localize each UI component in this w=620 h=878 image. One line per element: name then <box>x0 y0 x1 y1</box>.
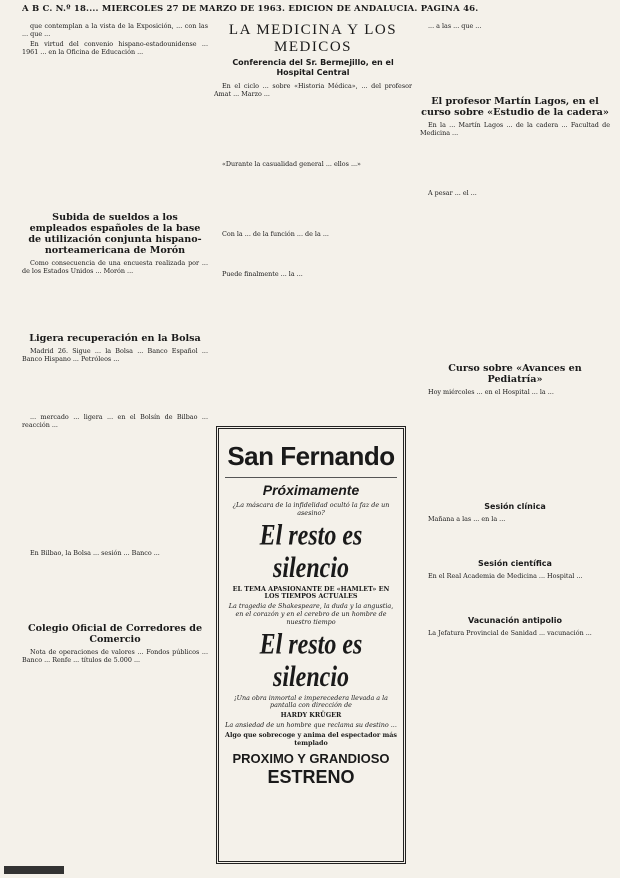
ad-tagline: La ansiedad de un hombre que reclama su destino ... <box>225 720 397 729</box>
cinema-name: San Fernando <box>227 441 395 471</box>
article-paragraph: A pesar ... el ... <box>428 189 477 197</box>
article-paragraph: Madrid 26. Sigue ... la Bolsa ... Banco Español ... Banco Hispano ... Petróleos ... <box>22 347 208 363</box>
film-title: El resto es silencio <box>259 519 363 585</box>
article-text-block <box>22 365 208 413</box>
article-text-block <box>420 199 610 359</box>
ad-tagline: ¿La máscara de la infidelidad ocultó la faz de un asesino? <box>232 501 390 517</box>
article-headline: Subida de sueldos a los empleados españoles de la base de utilización conjunta hispano-norteamericana de Morón <box>28 212 202 256</box>
article-paragraph: Como consecuencia de una encuesta realizada por ... de los Estados Unidos ... Morón ... <box>22 259 208 275</box>
article-text-block <box>214 170 412 230</box>
footer-bar <box>4 866 64 874</box>
article-paragraph: Puede finalmente ... la ... <box>222 270 303 278</box>
premiere-label: PROXIMO Y GRANDIOSO <box>232 751 390 767</box>
article-headline: Colegio Oficial de Corredores de Comercio <box>27 623 203 645</box>
article-headline: Sesión clínica <box>484 502 546 511</box>
ad-tagline: La tragedia de Shakespeare, la duda y la angustia, en el corazón y en el cerebro de un hombre de nuestro tiempo <box>228 602 394 626</box>
article-paragraph: Nota de operaciones de valores ... Fondos públicos ... Banco ... Renfe ... títulos de 5.000 ... <box>22 648 208 664</box>
article-paragraph: Con la ... de la función ... de la ... <box>222 230 329 238</box>
article-headline: Sesión científica <box>478 559 552 568</box>
article-paragraph: En el ciclo ... sobre «Historia Médica», ... del profesor Amat ... Marzo ... <box>214 82 412 98</box>
article-text-block <box>22 277 208 329</box>
article-text-block <box>22 431 208 549</box>
page-header: A B C. N.º 18.... MIERCOLES 27 DE MARZO DE 1963. EDICION DE ANDALUCIA. PAGINA 46. <box>22 4 479 14</box>
article-text-block <box>420 139 610 189</box>
coming-soon-label: Próximamente <box>262 482 360 498</box>
section-title: LA MEDICINA Y LOS MEDICOS <box>228 22 398 55</box>
article-text-block <box>22 559 208 619</box>
article-paragraph: En la ... Martín Lagos ... de la cadera ... Facultad de Medicina ... <box>420 121 610 137</box>
article-paragraph: La Jefatura Provincial de Sanidad ... vacunación ... <box>428 629 592 637</box>
ad-tagline: Algo que sobrecoge y anima del espectador más templado <box>225 730 397 747</box>
article-paragraph: Mañana a las ... en la ... <box>428 515 506 523</box>
article-paragraph: Hoy miércoles ... en el Hospital ... la ... <box>428 388 554 396</box>
article-paragraph: «Durante la casualidad general ... ellos ...» <box>222 160 361 168</box>
divider <box>225 477 397 478</box>
article-paragraph: En Bilbao, la Bolsa ... sesión ... Banco ... <box>30 549 160 557</box>
cinema-advertisement <box>216 426 406 864</box>
director-name: HARDY KRÜGER <box>280 711 342 720</box>
article-headline: Ligera recuperación en la Bolsa <box>29 333 201 344</box>
article-paragraph: que contemplan a la vista de la Exposición, ... con las ... que ... <box>22 22 208 38</box>
article-text-block <box>420 525 610 555</box>
column-middle <box>214 22 412 870</box>
article-text-block <box>214 100 412 160</box>
article-headline: Conferencia del Sr. Bermejillo, en el Hospital Central <box>232 58 394 77</box>
ad-tagline: ¡Una obra inmortal e imperecedera llevada a la pantalla con dirección de <box>234 693 388 710</box>
article-paragraph: ... mercado ... ligera ... en el Bolsín de Bilbao ... reacción ... <box>22 413 208 429</box>
article-headline: Curso sobre «Avances en Pediatría» <box>448 363 582 385</box>
ad-tagline: EL TEMA APASIONANTE DE «HAMLET» EN LOS TIEMPOS ACTUALES <box>232 584 390 601</box>
article-paragraph: En virtud del convenio hispano-estadounidense ... 1961 ... en la Oficina de Educación ... <box>22 40 208 56</box>
article-text-block <box>420 32 610 92</box>
article-text-block <box>420 398 610 498</box>
article-text-block <box>420 582 610 612</box>
article-headline: Vacunación antipolio <box>467 616 562 625</box>
article-text-block <box>22 58 208 208</box>
premiere-label: ESTRENO <box>267 767 355 788</box>
film-title: El resto es silencio <box>259 628 363 694</box>
article-headline: El profesor Martín Lagos, en el curso sobre «Estudio de la cadera» <box>421 96 609 118</box>
article-paragraph: ... a las ... que ... <box>428 22 482 30</box>
column-right <box>420 22 610 870</box>
article-paragraph: En el Real Academia de Medicina ... Hospital ... <box>428 572 583 580</box>
column-left <box>22 22 208 870</box>
article-text-block <box>214 240 412 270</box>
